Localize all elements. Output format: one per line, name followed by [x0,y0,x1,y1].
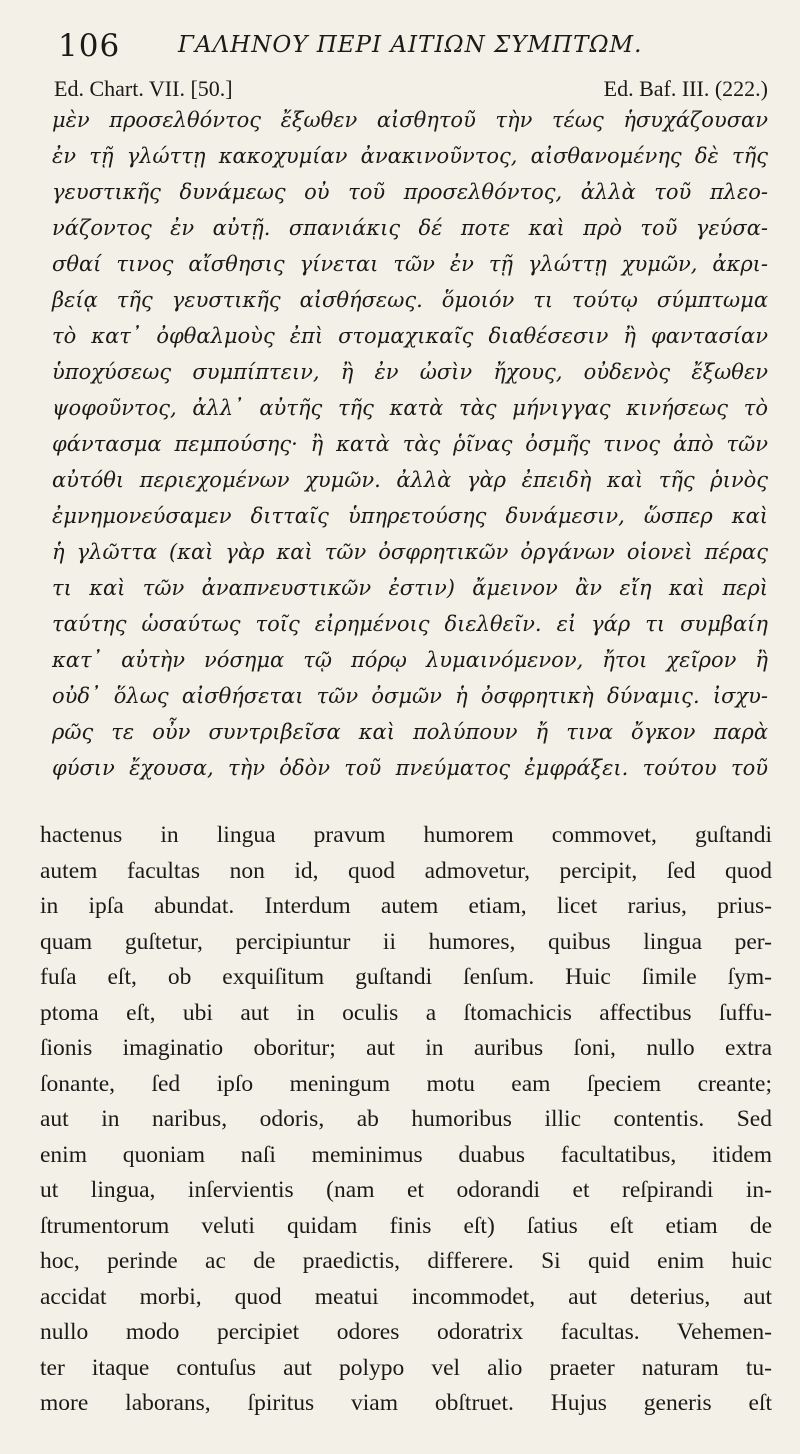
greek-text-line: γευστικῆς δυνάμεως οὐ τοῦ προσελθόντος, ἀλλὰ τοῦ πλεο- [52,180,768,204]
greek-text-line: φάντασμα πεμπούσης· ἢ κατὰ τὰς ῥῖνας ὀσμῆς τινος ἀπὸ τῶν [52,432,768,456]
latin-text-line: ut lingua, inſervientis (nam et odorandi et reſpirandi in- [40,1177,772,1203]
greek-text-line: τὸ κατ᾽ ὀφθαλμοὺς ἐπὶ στομαχικαῖς διαθέσεσιν ἢ φαντασίαν [52,324,768,348]
latin-text-line: hoc, perinde ac de praedictis, differere. Si quid enim huic [40,1248,772,1274]
latin-text-line: quam guſtetur, percipiuntur ii humores, quibus lingua per- [40,928,772,955]
greek-text-line: κατ᾽ αὐτὴν νόσημα τῷ πόρῳ λυμαινόμενον, ἤτοι χεῖρον ἢ [52,648,768,672]
greek-text-line: ἐμνημονεύσαμεν διτταῖς ὑπηρετούσης δυνάμεσιν, ὥσπερ καὶ [52,504,768,528]
greek-text-line: αὐτόθι περιεχομένων χυμῶν. ἀλλὰ γὰρ ἐπειδὴ καὶ τῆς ῥινὸς [52,468,768,492]
latin-text-line: hactenus in lingua pravum humorem commovet, guſtandi [40,822,772,848]
greek-text-line: ὑποχύσεως συμπίπτειν, ἢ ἐν ὠσὶν ἤχους, οὐδενὸς ἔξωθεν [52,360,768,384]
greek-text-line: μὲν προσελθόντος ἔξωθεν αἰσθητοῦ τὴν τέως ἡσυχάζουσαν [52,108,768,132]
page-header [58,28,760,64]
latin-text-line: ſtrumentorum veluti quidam finis eſt) ſatius eſt etiam de [40,1212,772,1239]
latin-text-line: ſionis imaginatio oboritur; aut in auribus ſoni, nullo extra [40,1035,772,1061]
latin-text-line: ptoma eſt, ubi aut in oculis a ſtomachicis affectibus ſuffu- [40,999,772,1026]
latin-text-line: autem facultas non id, quod admovetur, percipit, ſed quod [40,857,772,884]
latin-text-line: fuſa eſt, ob exquiſitum guſtandi ſenſum. Huic ſimile ſym- [40,964,772,990]
latin-text-line: accidat morbi, quod meatui incommodet, aut deterius, aut [40,1283,772,1310]
greek-text-line: νάζοντος ἐν αὐτῇ. σπανιάκις δέ ποτε καὶ πρὸ τοῦ γεύσα- [52,216,768,240]
greek-text-line: ἡ γλῶττα (καὶ γὰρ καὶ τῶν ὀσφρητικῶν ὀργάνων οἱονεὶ πέρας [52,540,768,564]
latin-text-line: ſonante, ſed ipſo meningum motu eam ſpeciem creante; [40,1070,772,1097]
running-title: ΓΑΛΗΝΟΥ ΠΕΡΙ ΑΙΤΙΩΝ ΣΥΜΠΤΩΜ. [178,32,643,58]
edition-chartier: Ed. Chart. VII. [50.] [54,76,233,101]
latin-text-block [40,818,772,1422]
latin-text-line: enim quoniam naſi meminimus duabus facultatibus, itidem [40,1141,772,1168]
greek-text-line: φύσιν ἔχουσα, τὴν ὁδὸν τοῦ πνεύματος ἐμφράξει. τούτου τοῦ [52,756,768,780]
greek-text-block [52,102,768,786]
page-number: 106 [58,28,121,64]
greek-text-line: οὐδ᾽ ὅλως αἰσθήσεται τῶν ὀσμῶν ἡ ὀσφρητικὴ δύναμις. ἰσχυ- [52,684,768,708]
greek-text-line: ψοφοῦντος, ἀλλ᾽ αὐτῆς τῆς κατὰ τὰς μήνιγγας κινήσεως τὸ [52,396,768,420]
edition-basel: Ed. Baf. III. (222.) [603,76,768,101]
greek-text-line: ταύτης ὡσαύτως τοῖς εἰρημένοις διελθεῖν. εἰ γάρ τι συμβαίη [52,612,768,636]
latin-text-line: aut in naribus, odoris, ab humoribus illic contentis. Sed [40,1106,772,1132]
greek-text-line: σθαί τινος αἴσθησις γίνεται τῶν ἐν τῇ γλώττῃ χυμῶν, ἀκρι- [52,252,768,276]
latin-text-line: in ipſa abundat. Interdum autem etiam, licet rarius, prius- [40,893,772,919]
greek-text-line: βείᾳ τῆς γευστικῆς αἰσθήσεως. ὅμοιόν τι τούτῳ σύμπτωμα [52,288,768,312]
latin-text-line: nullo modo percipiet odores odoratrix facultas. Vehemen- [40,1319,772,1345]
greek-text-line: τι καὶ τῶν ἀναπνευστικῶν ἐστιν) ἄμεινον ἂν εἴη καὶ περὶ [52,576,768,600]
greek-text-line: ρῶς τε οὖν συντριβεῖσα καὶ πολύπουν ἤ τινα ὄγκον παρὰ [52,720,768,744]
latin-text-line: ter itaque contuſus aut polypo vel alio praeter naturam tu- [40,1354,772,1381]
greek-text-line: ἐν τῇ γλώττῃ κακοχυμίαν ἀνακινοῦντος, αἰσθανομένης δὲ τῆς [52,144,768,168]
latin-text-line: more laborans, ſpiritus viam obſtruet. Hujus generis eſt [40,1390,772,1416]
